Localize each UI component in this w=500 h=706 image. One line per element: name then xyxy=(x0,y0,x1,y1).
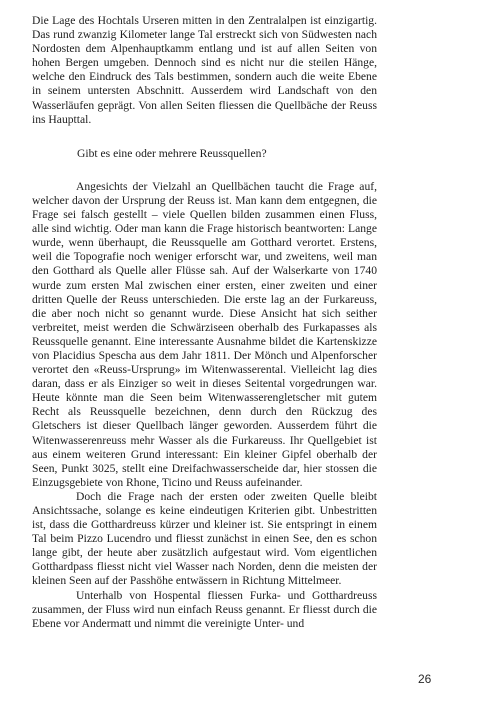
intro-paragraph: Die Lage des Hochtals Urseren mitten in den Zentralalpen ist einzigartig. Das rund zwanzig Kilometer lange Tal erstreckt sich von Südwesten nach Nordosten dem Alpenhauptkamm entlang und ist auf allen Seiten von hohen Bergen umgeben. Dennoch sind es nicht nur die steilen Hänge, welche den Eindruck des Tals bestimmen, sondern auch die weite Ebene in seinem untersten Abschnitt. Ausserdem wird Landschaft von den Wasserläufen geprägt. Von allen Seiten fliessen die Quellbäche der Reuss ins Haupttal. xyxy=(32,14,377,126)
text-column xyxy=(32,14,377,631)
body-paragraph: Unterhalb von Hospental fliessen Furka- und Gotthardreuss zusammen, der Fluss wird nun einfach Reuss genannt. Er fliesst durch die Ebene vor Andermatt und nimmt die vereinigte Unter- und xyxy=(32,588,377,630)
section-heading: Gibt es eine oder mehrere Reussquellen? xyxy=(77,146,267,160)
body-paragraph: Angesichts der Vielzahl an Quellbächen taucht die Frage auf, welcher davon der Ursprung der Reuss ist. Man kann dem entgegnen, die Frage sei falsch gestellt – viele Quellen bilden zusammen einen Fluss, alle sind wichtig. Oder man kann die Frage historisch beantworten: Lange wurde, wenn überhaupt, die Reussquelle am Gotthard verortet. Erstens, weil die Topografie noch weniger erforscht war, und zweitens, weil man den Gotthard als Quelle aller Flüsse sah. Auf der Walserkarte von 1740 wurde zum ersten Mal zwischen einer ersten, einer zweiten und einer dritten Quelle der Reuss unterschieden. Die erste lag an der Furkareuss, die aber noch nicht so genannt wurde. Diese Ansicht hat sich seither verbreitet, meist werden die Schwärziseen oberhalb des Furkapasses als Reussquelle genannt. Eine interessante Ausnahme bildet die Kartenskizze von Placidius Spescha aus dem Jahr 1811. Der Mönch und Alpenforscher verortet den «Reuss-Ursprung» im Witenwasserental. Vielleicht lag dies daran, dass er als Einziger so weit in dieses Seitental vorgedrungen war. Heute könnte man die Seen beim Witenwasserengletscher mit gutem Recht als Reussquelle bezeichnen, denn durch den Rückzug des Gletschers ist dieser Quellbach länger geworden. Ausserdem führt die Witenwasserenreuss mehr Wasser als die Furkareuss. Ihr Quellgebiet ist aus einem weiteren Grund interessant: Ein kleiner Gipfel oberhalb der Seen, Punkt 3025, stellt eine Dreifachwasserscheide dar, hier stossen die Einzugsgebiete von Rhone, Ticino und Reuss aufeinander. xyxy=(32,179,377,489)
page-number: 26 xyxy=(418,672,432,686)
body-paragraph: Doch die Frage nach der ersten oder zweiten Quelle bleibt Ansichtssache, solange es keine eindeutigen Kriterien gibt. Unbestritten ist, dass die Gotthardreuss kürzer und kleiner ist. Sie entspringt in einem Tal beim Pizzo Lucendro und fliesst zunächst in einen See, den es schon lange gibt, der heute aber zusätzlich aufgestaut wird. Vom eigentlichen Gotthardpass fliesst nicht viel Wasser nach Norden, denn die meisten der kleinen Seen auf der Passhöhe entwässern in Richtung Mittelmeer. xyxy=(32,489,377,588)
